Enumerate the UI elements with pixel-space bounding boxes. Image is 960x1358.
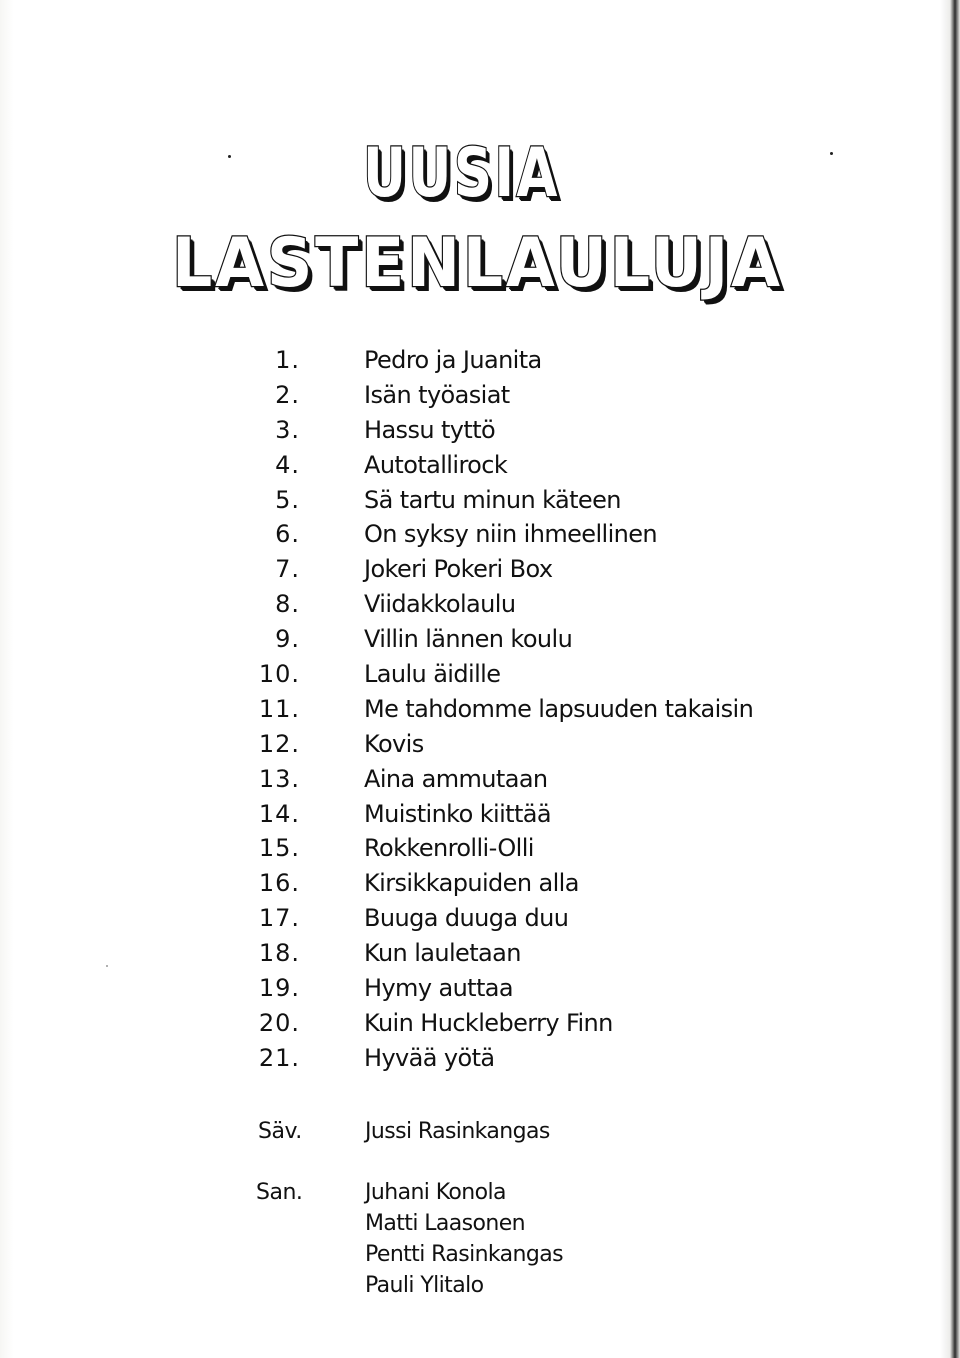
paper-speck xyxy=(228,155,231,158)
song-row xyxy=(0,904,960,939)
song-title: Hassu tyttö xyxy=(364,415,496,444)
lyricist-name: Matti Laasonen xyxy=(365,1211,525,1236)
song-row xyxy=(0,520,960,555)
song-number: 8. xyxy=(275,590,300,619)
song-row xyxy=(0,695,960,730)
lyricist-label: San. xyxy=(256,1180,303,1205)
lyricist-name: Pentti Rasinkangas xyxy=(365,1242,564,1267)
song-row xyxy=(0,834,960,869)
song-row xyxy=(0,451,960,486)
song-number: 12. xyxy=(258,729,300,758)
song-row xyxy=(0,555,960,590)
song-number: 18. xyxy=(258,939,300,968)
lyricist-name: Pauli Ylitalo xyxy=(365,1273,484,1298)
song-title: Kovis xyxy=(364,729,424,758)
song-row xyxy=(0,346,960,381)
song-number: 13. xyxy=(258,764,300,793)
song-number: 9. xyxy=(275,625,300,654)
song-row xyxy=(0,730,960,765)
song-number: 3. xyxy=(275,415,300,444)
song-title: Hyvää yötä xyxy=(364,1043,495,1072)
song-row xyxy=(0,800,960,835)
song-title: Villin lännen koulu xyxy=(364,625,573,654)
song-title: Isän työasiat xyxy=(364,380,510,409)
song-number: 6. xyxy=(275,520,300,549)
song-row xyxy=(0,1044,960,1079)
song-number: 11. xyxy=(258,694,300,723)
paper-speck xyxy=(830,152,833,155)
song-row xyxy=(0,765,960,800)
song-title: Hymy auttaa xyxy=(364,974,514,1003)
song-number: 5. xyxy=(275,485,300,514)
song-number: 10. xyxy=(258,660,300,689)
lyricist-name: Juhani Konola xyxy=(365,1180,506,1205)
song-row xyxy=(0,381,960,416)
song-number: 1. xyxy=(275,346,300,374)
song-row xyxy=(0,590,960,625)
song-title: Sä tartu minun käteen xyxy=(364,485,621,514)
song-title: Kuin Huckleberry Finn xyxy=(364,1008,613,1037)
song-number: 17. xyxy=(258,904,300,933)
song-row xyxy=(0,1009,960,1044)
song-number: 4. xyxy=(275,450,300,479)
title-line-2: LASTENLAULUJA xyxy=(172,224,783,303)
song-number: 15. xyxy=(258,834,300,863)
song-title: Laulu äidille xyxy=(364,660,501,689)
song-row xyxy=(0,625,960,660)
song-number: 7. xyxy=(275,555,300,584)
song-number: 20. xyxy=(258,1008,300,1037)
song-number: 19. xyxy=(258,974,300,1003)
composer-name: Jussi Rasinkangas xyxy=(365,1119,550,1144)
song-title: Pedro ja Juanita xyxy=(364,346,542,374)
song-title: Kun lauletaan xyxy=(364,939,521,968)
song-title: Me tahdomme lapsuuden takaisin xyxy=(364,694,754,723)
song-number: 14. xyxy=(258,799,300,828)
song-title: Rokkenrolli-Olli xyxy=(364,834,534,863)
song-title: Muistinko kiittää xyxy=(364,799,552,828)
song-title: Autotallirock xyxy=(364,450,508,479)
song-title: Buuga duuga duu xyxy=(364,904,569,933)
song-row xyxy=(0,660,960,695)
song-number: 21. xyxy=(258,1043,300,1072)
song-number: 2. xyxy=(275,380,300,409)
song-title: Kirsikkapuiden alla xyxy=(364,869,579,898)
song-title: Jokeri Pokeri Box xyxy=(364,555,553,584)
song-row xyxy=(0,974,960,1009)
song-row xyxy=(0,869,960,904)
composer-label: Säv. xyxy=(258,1119,302,1144)
song-row xyxy=(0,416,960,451)
song-list xyxy=(0,346,960,1079)
song-row xyxy=(0,486,960,521)
song-title: On syksy niin ihmeellinen xyxy=(364,520,658,549)
title-line-1: UUSIA xyxy=(363,134,560,213)
song-number: 16. xyxy=(258,869,300,898)
song-title: Aina ammutaan xyxy=(364,764,548,793)
song-title: Viidakkolaulu xyxy=(364,590,516,619)
song-row xyxy=(0,939,960,974)
